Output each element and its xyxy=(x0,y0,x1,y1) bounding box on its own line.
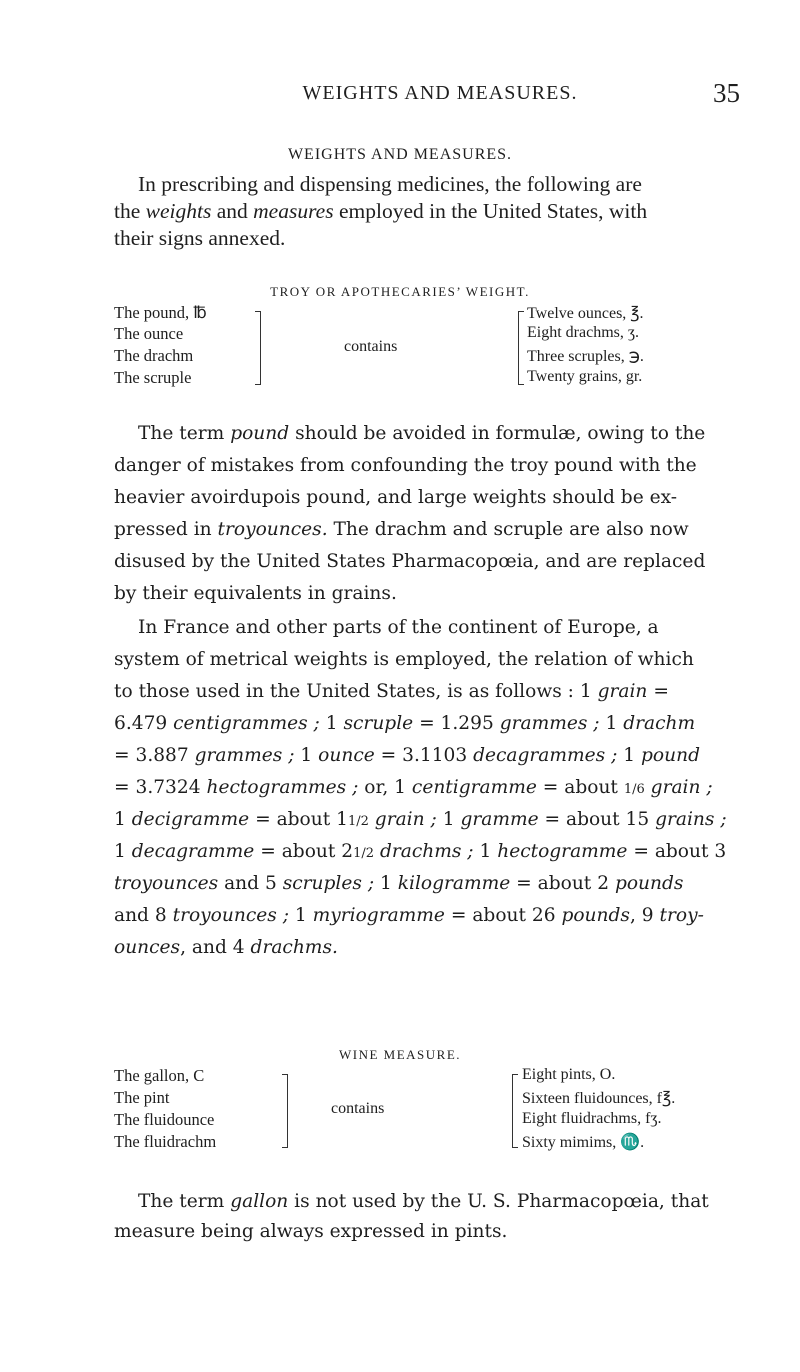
table-right-cell: Twenty grains, gr. xyxy=(527,368,643,385)
italic-term: scruple xyxy=(343,713,414,734)
text: 1 xyxy=(374,873,398,894)
table-left-cell: The scruple xyxy=(114,368,192,387)
text: = about 2 xyxy=(254,841,354,862)
running-head-title: WEIGHTS AND MEASURES. xyxy=(302,82,578,104)
italic-term: ounces xyxy=(114,937,181,958)
italic-term: pound xyxy=(230,423,290,444)
text: to those used in the United States, is as follows : 1 xyxy=(114,681,598,702)
text-line: by their equivalents in grains. xyxy=(114,583,397,604)
italic-term: centigrammes ; xyxy=(173,713,320,734)
italic-term: scruples ; xyxy=(282,873,375,894)
text: and 5 xyxy=(218,873,283,894)
italic-term: centigramme xyxy=(411,777,537,798)
text: In France and other parts of the continent of Europe, a xyxy=(138,617,659,638)
text: 1 xyxy=(294,745,319,766)
italic-term: grain xyxy=(597,681,648,702)
intro-text: and xyxy=(211,199,254,223)
text: 1 xyxy=(288,905,313,926)
intro-text: the xyxy=(114,199,146,223)
wine-table-caption: WINE MEASURE. xyxy=(338,1047,462,1062)
italic-term: ounce xyxy=(318,745,375,766)
text: The term xyxy=(138,423,231,444)
right-brace xyxy=(282,1074,288,1148)
table-right-cell: Eight fluidrachms, fʒ. xyxy=(522,1110,662,1127)
text: = 3.7324 xyxy=(114,777,207,798)
italic-term: hectogrammes ; xyxy=(206,777,359,798)
table-right-cell: Eight drachms, ʒ. xyxy=(527,324,639,341)
caption-text: ’ WEIGHT. xyxy=(456,284,530,299)
table-left-cell: The gallon, C xyxy=(114,1066,205,1085)
italic-term: gramme xyxy=(460,809,539,830)
fraction: 1/6 xyxy=(623,782,645,797)
italic-term: decagrammes ; xyxy=(473,745,618,766)
text: is not used by the U. S. Pharmacopœia, that xyxy=(288,1191,709,1212)
italic-term: kilogramme xyxy=(397,873,511,894)
text: 1 xyxy=(599,713,624,734)
italic-term: troy- xyxy=(659,905,704,926)
italic-term: troyounces. xyxy=(217,519,328,540)
table-right-cell: Sixteen fluidounces, f℥. xyxy=(522,1090,676,1107)
table-right-cell: Three scruples, ℈. xyxy=(527,348,644,365)
italic-term: hectogramme xyxy=(497,841,628,862)
intro-line: their signs annexed. xyxy=(114,226,286,250)
text: = 3.887 xyxy=(114,745,195,766)
table-right-cell: Eight pints, O. xyxy=(522,1066,616,1083)
text: 1 xyxy=(319,713,344,734)
text: = about 1 xyxy=(249,809,348,830)
text: = about xyxy=(536,777,624,798)
text: = about 3 xyxy=(627,841,727,862)
text: The term xyxy=(138,1191,231,1212)
section-heading: WEIGHTS AND MEASURES. xyxy=(287,146,513,163)
table-right-cell: Sixty mimims, ♏. xyxy=(522,1134,645,1151)
text-line: system of metrical weights is employed, the relation of which xyxy=(114,649,694,670)
table-left-cell: The pint xyxy=(114,1088,170,1107)
text: = xyxy=(647,681,669,702)
intro-weights: weights xyxy=(145,199,212,223)
italic-term: grammes ; xyxy=(194,745,295,766)
table-left-cell: The fluidounce xyxy=(114,1110,215,1129)
intro-measures: measures xyxy=(253,199,334,223)
text: and 8 xyxy=(114,905,173,926)
italic-term: grammes ; xyxy=(499,713,600,734)
contains-label: contains xyxy=(344,338,398,355)
text: 1 xyxy=(473,841,498,862)
contains-label: contains xyxy=(331,1100,385,1117)
italic-term: troyounces xyxy=(114,873,219,894)
text: , and 4 xyxy=(180,937,251,958)
text-line: disused by the United States Pharmacopœia, and are replaced xyxy=(114,551,706,572)
table-right-cell: Twelve ounces, ℥. xyxy=(527,305,644,322)
table-left-cell: The drachm xyxy=(114,346,194,365)
intro-line: In prescribing and dispensing medicines, the following are xyxy=(138,172,642,196)
left-brace xyxy=(518,311,524,385)
text: 1 xyxy=(114,841,132,862)
intro-text: employed in the United States, with xyxy=(333,199,648,223)
italic-term: pounds xyxy=(614,873,684,894)
text: = about 2 xyxy=(510,873,615,894)
italic-term: drachm xyxy=(623,713,696,734)
troy-table-caption xyxy=(0,284,800,300)
fraction: 1/2 xyxy=(353,846,375,861)
text: should be avoided in formulæ, owing to the xyxy=(289,423,706,444)
table-left-cell: The ounce xyxy=(114,324,184,343)
text: The drachm and scruple are also now xyxy=(327,519,689,540)
running-head xyxy=(140,78,740,122)
fraction: 1/2 xyxy=(347,814,369,829)
italic-term: grain ; xyxy=(650,777,713,798)
text-line: measure being always expressed in pints. xyxy=(114,1221,508,1242)
caption-text: TROY OR APOTHECARIES xyxy=(270,284,457,299)
italic-term: troyounces ; xyxy=(172,905,289,926)
text: = about 15 xyxy=(538,809,656,830)
table-left-cell: The fluidrachm xyxy=(114,1132,217,1151)
text: pressed in xyxy=(114,519,218,540)
text: 1 xyxy=(114,809,132,830)
text: , 9 xyxy=(629,905,660,926)
italic-term: decagramme xyxy=(131,841,255,862)
italic-term: gallon xyxy=(230,1191,289,1212)
left-brace xyxy=(512,1074,518,1148)
italic-term: pounds xyxy=(561,905,630,926)
text: 6.479 xyxy=(114,713,174,734)
italic-term: grain ; xyxy=(374,809,437,830)
text: = about 26 xyxy=(444,905,562,926)
italic-term: drachms. xyxy=(250,937,338,958)
italic-term: myriogramme xyxy=(312,905,445,926)
text-line: heavier avoirdupois pound, and large weights should be ex- xyxy=(114,487,678,508)
page-number: 35 xyxy=(713,78,740,108)
italic-term: pound xyxy=(641,745,700,766)
text: = 1.295 xyxy=(413,713,500,734)
text: or, 1 xyxy=(358,777,412,798)
text: = 3.1103 xyxy=(374,745,474,766)
right-brace xyxy=(255,311,261,385)
text: 1 xyxy=(617,745,642,766)
italic-term: drachms ; xyxy=(379,841,474,862)
text-line: danger of mistakes from confounding the troy pound with the xyxy=(114,455,697,476)
italic-term: decigramme xyxy=(131,809,250,830)
table-left-cell: The pound, ℔ xyxy=(114,303,207,322)
italic-term: grains ; xyxy=(655,809,727,830)
text: 1 xyxy=(436,809,461,830)
